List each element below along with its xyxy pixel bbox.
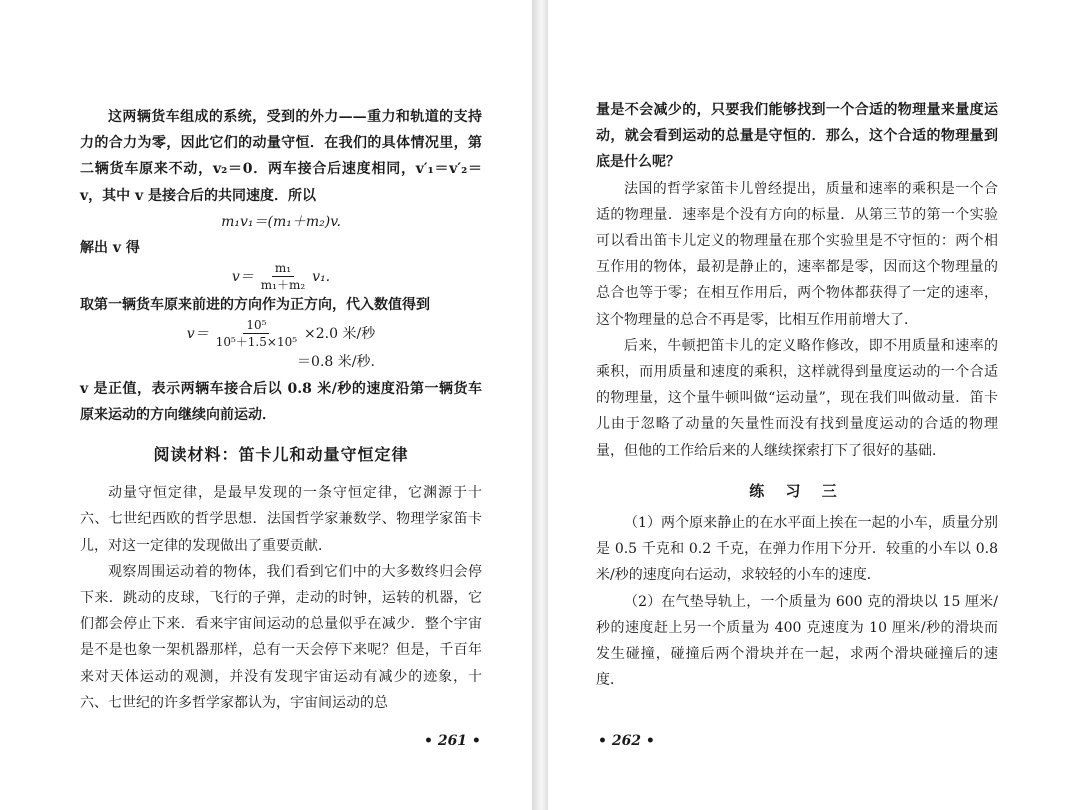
right-text-column (596, 97, 998, 693)
page-number-left: • 261 • (424, 733, 481, 749)
eq3-fraction (213, 318, 300, 349)
intro-paragraph-3: 取第一辆货车原来前进的方向作为正方向，代入数值得到 (80, 297, 430, 314)
equation-substitute (80, 318, 482, 349)
equation-momentum: m₁v₁＝(m₁＋m₂)v. (221, 213, 341, 230)
reading-paragraph-1: 动量守恒定律，是最早发现的一条守恒定律，它渊源于十六、七世纪西欧的哲学思想．法国哲学家兼数学、物理学家笛卡儿，对这一定律的发现做出了重要贡献． (80, 485, 482, 554)
right-page (548, 0, 1080, 810)
exercise-2: （2）在气垫导轨上，一个质量为 600 克的滑块以 15 厘米/秒的速度赶上另一个质量为 400 克速度为 10 厘米/秒的滑块而发生碰撞，碰撞后两个滑块并在一起，求两个滑块碰撞后的速度． (596, 593, 998, 689)
page-number-right: • 262 • (598, 733, 655, 749)
reading-material-title: 阅读材料：笛卡儿和动量守恒定律 (153, 445, 409, 465)
intro-paragraph-2: 解出 v 得 (80, 240, 140, 257)
eq3-denominator: 10⁵＋1.5×10⁵ (215, 335, 298, 350)
reading-paragraph-4: 法国的哲学家笛卡儿曾经提出，质量和速率的乘积是一个合适的物理量．速率是个没有方向的标量．从第三节的第一个实验可以看出笛卡儿定义的物理量在那个实验里是不守恒的：两个相互作用的物体，最初是静止的，速率都是零，因而这个物理量的总合也等于零；在相互作用后，两个物体都获得了一定的速率，这个物理量的总合不再是零，比相互作用前增大了． (596, 180, 998, 328)
reading-paragraph-2: 观察周围运动着的物体，我们看到它们中的大多数终归会停下来．跳动的皮球，飞行的子弹，走动的时钟，运转的机器，它们都会停止下来．看来宇宙间运动的总量似乎在减少．整个宇宙是不是也象一架机器那样，总有一天会停下来呢？但是，千百年来对天体运动的观测，并没有发现宇宙运动有减少的迹象，十六、七世纪的许多哲学家都认为，宇宙间运动的总 (80, 563, 482, 711)
book-gutter (532, 0, 548, 810)
left-text-column (80, 104, 482, 716)
eq3-rhs: ×2.0 米/秒 (304, 325, 376, 342)
eq2-denominator: m₁＋m₂ (260, 278, 306, 293)
reading-paragraph-3: 量是不会减少的，只要我们能够找到一个合适的物理量来量度运动，就会看到运动的总量是守恒的．那么，这个合适的物理量到底是什么呢？ (596, 102, 998, 171)
left-page (0, 0, 532, 810)
eq2-lhs: v＝ (231, 268, 254, 285)
intro-paragraph-1: 这两辆货车组成的系统，受到的外力——重力和轨道的支持力的合力为零，因此它们的动量守恒．在我们的具体情况里，第二辆货车原来不动，v₂＝0．两车接合后速度相同，v′₁＝v′₂＝v，其中 v 是接合后的共同速度．所以 (80, 109, 482, 204)
equation-result: ＝0.8 米/秒. (297, 354, 375, 371)
reading-paragraph-5: 后来，牛顿把笛卡儿的定义略作修改，即不用质量和速率的乘积，而用质量和速度的乘积，这样就得到量度运动的一个合适的物理量，这个量牛顿叫做“运动量”，现在我们叫做动量．笛卡儿由于忽略了动量的矢量性而没有找到量度运动的合适的物理量，但他的工作给后来的人继续探索打下了很好的基础． (596, 337, 998, 459)
eq3-numerator: 10⁵ (243, 318, 269, 334)
exercise-1: （1）两个原来静止的在水平面上挨在一起的小车，质量分别是 0.5 千克和 0.2 千克，在弹力作用下分开．较重的小车以 0.8 米/秒的速度向右运动，求较轻的小车的速度． (596, 515, 998, 584)
eq2-numerator: m₁ (272, 261, 294, 277)
exercise-title: 练 习 三 (749, 481, 845, 500)
eq2-rhs: v₁. (312, 268, 331, 285)
equation-solve-v (80, 261, 482, 292)
eq2-fraction (258, 261, 308, 292)
eq3-lhs: v＝ (186, 325, 209, 342)
intro-paragraph-4: v 是正值，表示两辆车接合后以 0.8 米/秒的速度沿第一辆货车原来运动的方向继续向前运动． (80, 380, 482, 423)
